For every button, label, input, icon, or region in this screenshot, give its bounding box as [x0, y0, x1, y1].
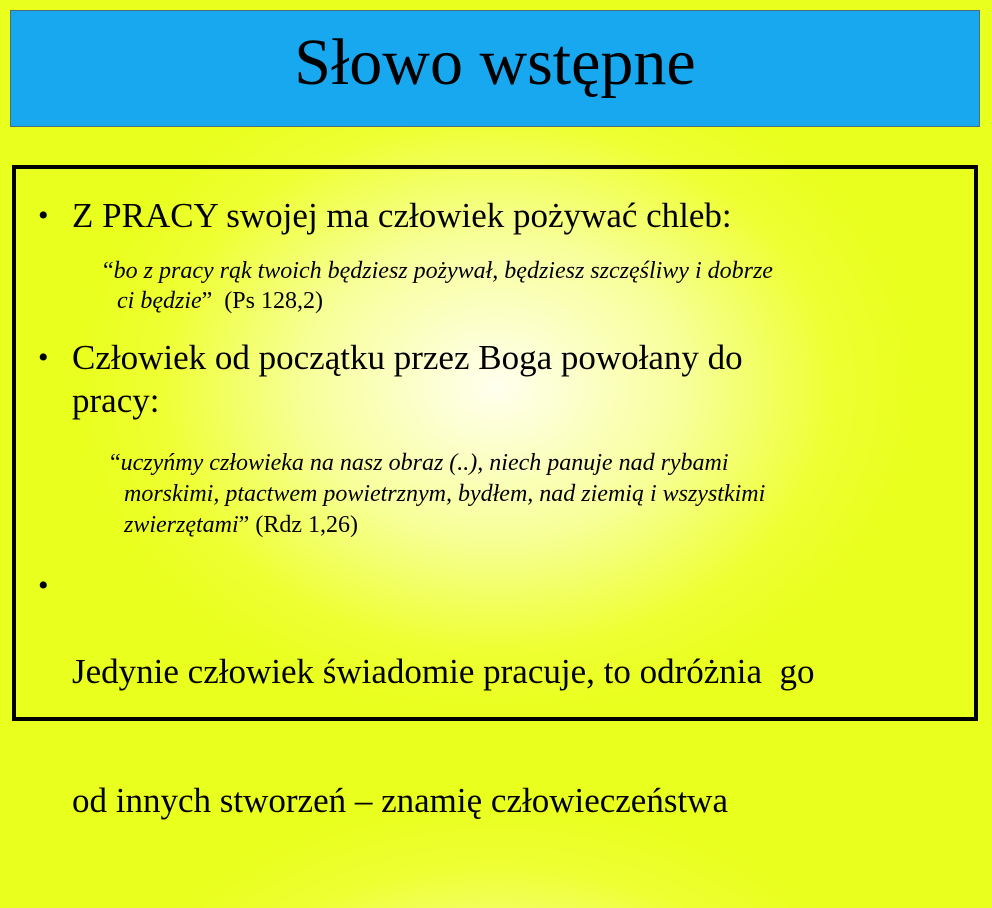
bullet-line: Z PRACY swojej ma człowiek pożywać chleb: [72, 196, 732, 235]
bullet-dot-icon: • [38, 199, 49, 232]
quote-reference: (Rdz 1,26) [249, 512, 358, 538]
quote-text: ci będzie [117, 288, 202, 314]
quote-reference: (Ps 128,2) [212, 288, 323, 314]
open-quote-mark: “ [103, 258, 114, 284]
bullet-dot-icon: • [38, 341, 49, 374]
bullet-text [72, 194, 732, 237]
bullet-text [72, 564, 815, 908]
bullet-line: Człowiek od początku przez Boga powołany do [72, 338, 743, 377]
quote-text: uczyńmy człowieka na nasz obraz (..), niech panuje nad rybami [120, 450, 729, 476]
close-quote-mark: ” [238, 512, 250, 538]
bullet-line: pracy: [72, 381, 160, 420]
quote-text: morskimi, ptactwem powietrznym, bydłem, nad ziemią i wszystkimi [124, 481, 766, 507]
quote-text: zwierzętami [124, 512, 239, 538]
quote-line [110, 448, 765, 479]
quote-line [103, 286, 773, 316]
quote-line [103, 256, 773, 286]
quote-text: bo z pracy rąk twoich będziesz pożywał, będziesz szczęśliwy i dobrze [113, 258, 773, 284]
quote-block [110, 448, 765, 541]
bullet-dot-icon: • [38, 569, 49, 602]
title-bar [10, 10, 980, 127]
bullet-line: Jedynie człowiek świadomie pracuje, to odróżnia go [72, 652, 815, 691]
open-quote-mark: “ [110, 450, 121, 476]
slide-title: Słowo wstępne [294, 25, 696, 99]
bullet-line: od innych stworzeń – znamię człowieczeństwa [72, 781, 728, 820]
quote-line [110, 510, 765, 541]
close-quote-mark: ” [201, 288, 213, 314]
bullet-text [72, 336, 743, 422]
quote-block [103, 256, 773, 316]
quote-line [110, 479, 765, 510]
